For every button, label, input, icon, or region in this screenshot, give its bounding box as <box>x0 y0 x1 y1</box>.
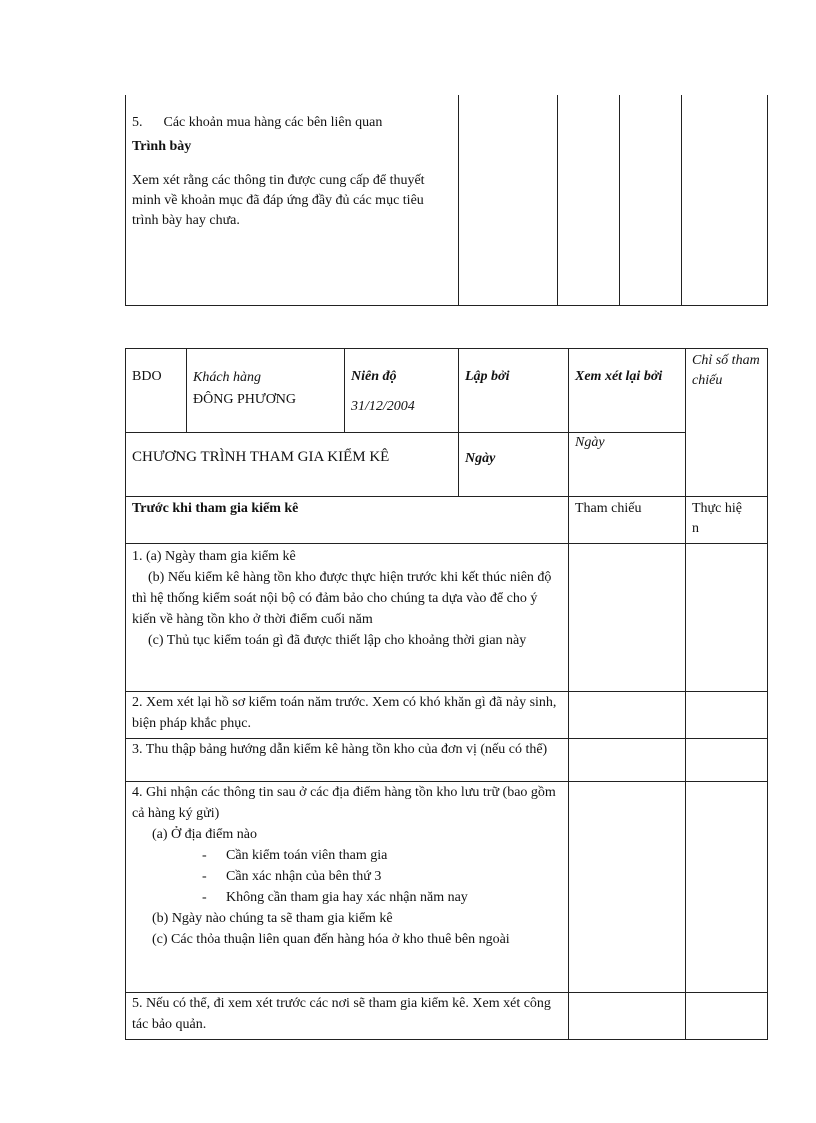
presentation-paragraph: Xem xét rằng các thông tin được cung cấp để thuyết minh về khoản mục đã đáp ứng đầy đủ các mục tiêu trình bày hay chưa. <box>132 173 425 228</box>
previous-procedures-table <box>125 95 768 306</box>
step-4a-option: - Không cần tham gia hay xác nhận năm nay <box>202 890 468 905</box>
step-cell <box>126 993 569 1040</box>
presentation-heading: Trình bày <box>132 139 192 154</box>
performed-cell <box>686 993 768 1040</box>
reference-cell <box>569 544 686 692</box>
step-5: 5. Nếu có thể, đi xem xét trước các nơi sẽ tham gia kiểm kê. Xem xét công tác bảo quản. <box>132 996 551 1032</box>
period-label: Niên độ <box>351 369 397 384</box>
step-cell <box>126 692 569 739</box>
empty-cell <box>682 95 768 305</box>
step-cell <box>126 544 569 692</box>
reviewed-by-label: Xem xét lại bởi <box>575 369 663 384</box>
reference-cell <box>569 692 686 739</box>
reference-column-header <box>569 497 686 544</box>
client-cell <box>187 349 345 433</box>
client-label: Khách hàng <box>193 370 262 385</box>
step-2: 2. Xem xét lại hồ sơ kiểm toán năm trước. Xem có khó khăn gì đã nảy sinh, biện pháp khắc phục. <box>132 695 557 731</box>
company-cell <box>126 349 187 433</box>
performed-cell <box>686 739 768 782</box>
prepared-by-label: Lập bởi <box>465 369 510 384</box>
reviewer-date-label: Ngày <box>575 435 605 450</box>
table-row <box>126 544 768 692</box>
step-cell <box>126 739 569 782</box>
period-value: 31/12/2004 <box>351 399 415 414</box>
performed-cell <box>686 692 768 739</box>
performed-column-header <box>686 497 768 544</box>
performed-column-label-cont: n <box>692 521 699 536</box>
table-row <box>126 993 768 1040</box>
reference-cell <box>569 739 686 782</box>
option-text: Không cần tham gia hay xác nhận năm nay <box>226 890 468 905</box>
reference-index-cell <box>686 349 768 497</box>
step-1a: 1. (a) Ngày tham gia kiểm kê <box>132 549 296 564</box>
reviewer-date-cell <box>569 433 686 497</box>
reference-cell <box>569 993 686 1040</box>
table-row <box>126 692 768 739</box>
prepared-by-cell <box>459 349 569 433</box>
date-cell <box>459 433 569 497</box>
step-1c: (c) Thủ tục kiểm toán gì đã được thiết lập cho khoảng thời gian này <box>148 633 527 648</box>
table-row <box>126 782 768 993</box>
option-text: Cần xác nhận của bên thứ 3 <box>226 869 382 884</box>
performed-column-label: Thực hiệ <box>692 501 742 516</box>
step-1b: (b) Nếu kiểm kê hàng tồn kho được thực hiện trước khi kết thúc niên độ thì hệ thống kiểm soát nội bộ có đảm bảo cho chúng ta dựa vào để cho ý kiến về hàng tồn kho ở thời điểm cuối năm <box>132 570 552 627</box>
performed-cell <box>686 782 768 993</box>
option-text: Cần kiểm toán viên tham gia <box>226 848 388 863</box>
performed-cell <box>686 544 768 692</box>
reference-cell <box>569 782 686 993</box>
client-name: ĐÔNG PHƯƠNG <box>193 392 297 407</box>
step-4c: (c) Các thỏa thuận liên quan đến hàng hóa ở kho thuê bên ngoài <box>152 932 510 947</box>
company-name: BDO <box>132 369 162 384</box>
step-cell <box>126 782 569 993</box>
date-label: Ngày <box>465 451 496 466</box>
empty-cell <box>558 95 620 305</box>
reference-column-label: Tham chiếu <box>575 501 642 516</box>
program-steps-table <box>125 496 768 1040</box>
procedure-item-5: 5. Các khoản mua hàng các bên liên quan <box>132 115 383 130</box>
section-title: Trước khi tham gia kiểm kê <box>132 501 299 516</box>
step-4a: (a) Ở địa điểm nào <box>152 827 257 842</box>
step-4a-option: - Cần kiểm toán viên tham gia <box>202 848 388 863</box>
step-4b: (b) Ngày nào chúng ta sẽ tham gia kiểm kê <box>152 911 393 926</box>
step-4a-option: - Cần xác nhận của bên thứ 3 <box>202 869 382 884</box>
program-title-cell <box>126 433 459 497</box>
empty-cell <box>620 95 682 305</box>
empty-cell <box>459 95 558 305</box>
step-4-intro: 4. Ghi nhận các thông tin sau ở các địa điểm hàng tồn kho lưu trữ (bao gồm cả hàng ký gửi) <box>132 785 556 821</box>
reviewed-by-cell <box>569 349 686 433</box>
table-row <box>126 739 768 782</box>
program-header-table <box>125 348 768 497</box>
period-cell <box>345 349 459 433</box>
step-3: 3. Thu thập bảng hướng dẫn kiểm kê hàng tồn kho của đơn vị (nếu có thể) <box>132 742 548 757</box>
section-title-cell <box>126 497 569 544</box>
reference-index-label: Chỉ số tham chiếu <box>692 353 760 388</box>
program-title: CHƯƠNG TRÌNH THAM GIA KIỂM KÊ <box>132 449 390 465</box>
procedure-cell <box>126 95 459 305</box>
